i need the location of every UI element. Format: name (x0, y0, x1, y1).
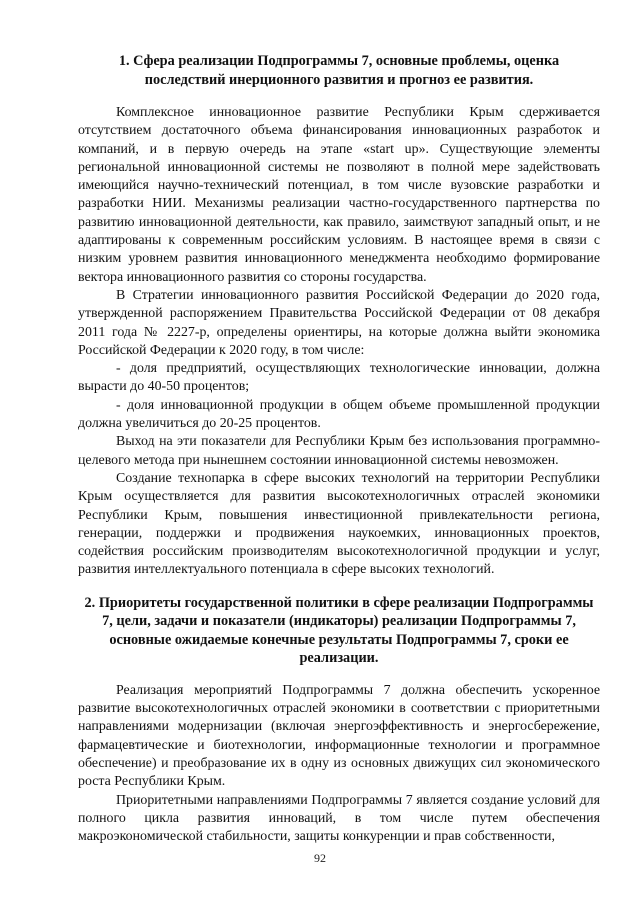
section-2-heading: 2. Приоритеты государственной политики в сфере реализации Подпрограммы 7, цели, задачи и показатели (индикаторы) реализации Подпрограммы 7, основные ожидаемые конечные результаты Подпрограммы 7, сроки ее реализации. (84, 594, 594, 667)
paragraph: В Стратегии инновационного развития Российской Федерации до 2020 года, утвержденной распоряжением Правительства Российской Федерации от 08 декабря 2011 года № 2227-р, определены ориентиры, на которые должна выйти экономика Российской Федерации к 2020 году, в том числе: (78, 287, 600, 358)
document-page (78, 52, 600, 846)
paragraph: Выход на эти показатели для Республики Крым без использования программно-целевого метода при нынешнем состоянии инновационной системы невозможен. (78, 434, 600, 468)
page-number: 92 (314, 851, 326, 865)
paragraph: Создание технопарка в сфере высоких технологий на территории Республики Крым осуществляется для развития высокотехнологичных отраслей экономики Республики Крым, повышения инвестиционной привлекательности региона, генерации, поддержки и продвижения наукоемких, инновационных проектов, содействия российским производителям высокотехнологичной продукции и услуг, развития интеллектуального потенциала в сфере высоких технологий. (78, 470, 600, 578)
paragraph: Комплексное инновационное развитие Республики Крым сдерживается отсутствием достаточного объема финансирования инновационных разработок и компаний, и в первую очередь на этапе «start up». Существующие элементы региональной инновационной системы не позволяют в полной мере задействовать имеющийся научно-технический потенциал, в том числе вузовские разработки и разработки НИИ. Механизмы реализации частно-государственного партнерства по развитию инновационной деятельности, как правило, заимствуют западный опыт, и не адаптированы к современным российским условиям. В настоящее время в связи с низким уровнем развития инновационного менеджмента необходимо формирование вектора инновационного развития со стороны государства. (78, 105, 600, 285)
list-item: - доля инновационной продукции в общем объеме промышленной продукции должна увеличиться до 20-25 процентов. (78, 397, 600, 432)
paragraph: Приоритетными направлениями Подпрограммы 7 является создание условий для полного цикла развития инноваций, в том числе путем обеспечения макроэкономической стабильности, защиты конкуренции и прав собственности, (78, 792, 600, 845)
list-item: - доля предприятий, осуществляющих технологические инновации, должна вырасти до 40-50 процентов; (78, 361, 600, 395)
paragraph: Реализация мероприятий Подпрограммы 7 должна обеспечить ускоренное развитие высокотехнологичных отраслей экономики в соответствии с приоритетными направлениями модернизации (включая энергоэффективность и энергосбережение, фармацевтические и биотехнологии, информационные технологии и программное обеспечение) и преобразование их в одну из основных движущих сил экономического роста Республики Крым. (78, 682, 600, 790)
section-1-heading: 1. Сфера реализации Подпрограммы 7, основные проблемы, оценка последствий инерционного развития и прогноз ее развития. (118, 53, 560, 88)
